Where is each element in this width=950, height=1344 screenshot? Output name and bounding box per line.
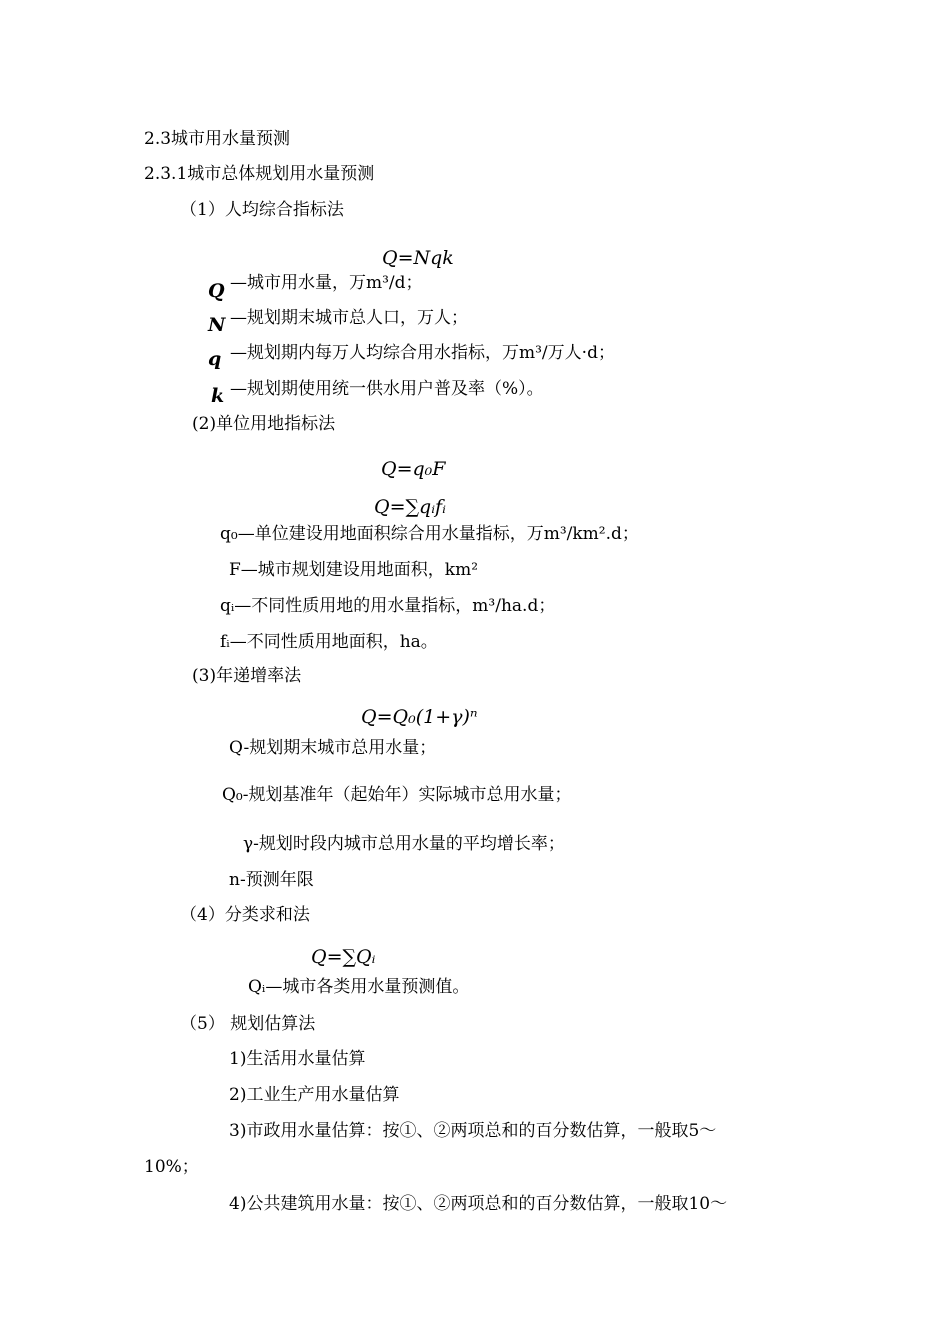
def-symbol-Q: Q: [208, 280, 225, 302]
method-2-def-q0: q₀—单位建设用地面积综合用水量指标，万m³/km².d；: [220, 524, 639, 544]
section-heading-2-3: 2.3城市用水量预测: [144, 129, 291, 149]
def-text-q: —规划期内每万人均综合用水指标，万m³/万人·d；: [230, 343, 615, 363]
method-3-formula: Q=Q₀(1+γ)ⁿ: [361, 706, 478, 728]
def-symbol-k: k: [211, 385, 225, 407]
section-heading-2-3-1: 2.3.1城市总体规划用水量预测: [144, 164, 375, 184]
method-3-def-Q0: Q₀-规划基准年（起始年）实际城市总用水量；: [222, 785, 572, 805]
method-5-item-3: 3)市政用水量估算：按①、②两项总和的百分数估算，一般取5～: [229, 1121, 717, 1141]
method-3-def-n: n-预测年限: [229, 870, 314, 890]
method-5-item-3-cont: 10%；: [144, 1157, 199, 1177]
method-5-title: （5） 规划估算法: [180, 1014, 316, 1034]
def-text-Q: —城市用水量，万m³/d；: [230, 273, 423, 293]
method-2-formula-2: Q=∑qᵢfᵢ: [374, 496, 446, 518]
method-5-item-4: 4)公共建筑用水量：按①、②两项总和的百分数估算，一般取10～: [229, 1194, 728, 1214]
def-symbol-q: q: [208, 348, 222, 370]
method-4-formula: Q=∑Qᵢ: [311, 946, 376, 968]
method-3-def-gamma: γ-规划时段内城市总用水量的平均增长率；: [243, 834, 565, 854]
method-2-formula-1: Q=q₀F: [381, 458, 446, 480]
method-4-def-Qi: Qᵢ—城市各类用水量预测值。: [248, 977, 470, 997]
def-text-k: —规划期使用统一供水用户普及率（%）。: [230, 379, 544, 399]
method-1-formula: Q=Nqk: [382, 247, 454, 269]
method-5-item-2: 2)工业生产用水量估算: [229, 1085, 400, 1105]
method-5-item-1: 1)生活用水量估算: [229, 1049, 366, 1069]
def-symbol-N: N: [208, 314, 226, 336]
method-2-def-fi: fᵢ—不同性质用地面积，ha。: [220, 632, 438, 652]
method-3-title: (3)年递增率法: [192, 666, 302, 686]
method-2-def-F: F—城市规划建设用地面积，km²: [229, 560, 479, 580]
method-4-title: （4）分类求和法: [180, 905, 310, 925]
method-1-title: （1）人均综合指标法: [180, 200, 344, 220]
def-text-N: —规划期末城市总人口，万人；: [230, 308, 468, 328]
method-2-def-qi: qᵢ—不同性质用地的用水量指标，m³/ha.d；: [220, 596, 556, 616]
method-3-def-Q: Q-规划期末城市总用水量；: [229, 738, 437, 758]
method-2-title: (2)单位用地指标法: [192, 414, 336, 434]
